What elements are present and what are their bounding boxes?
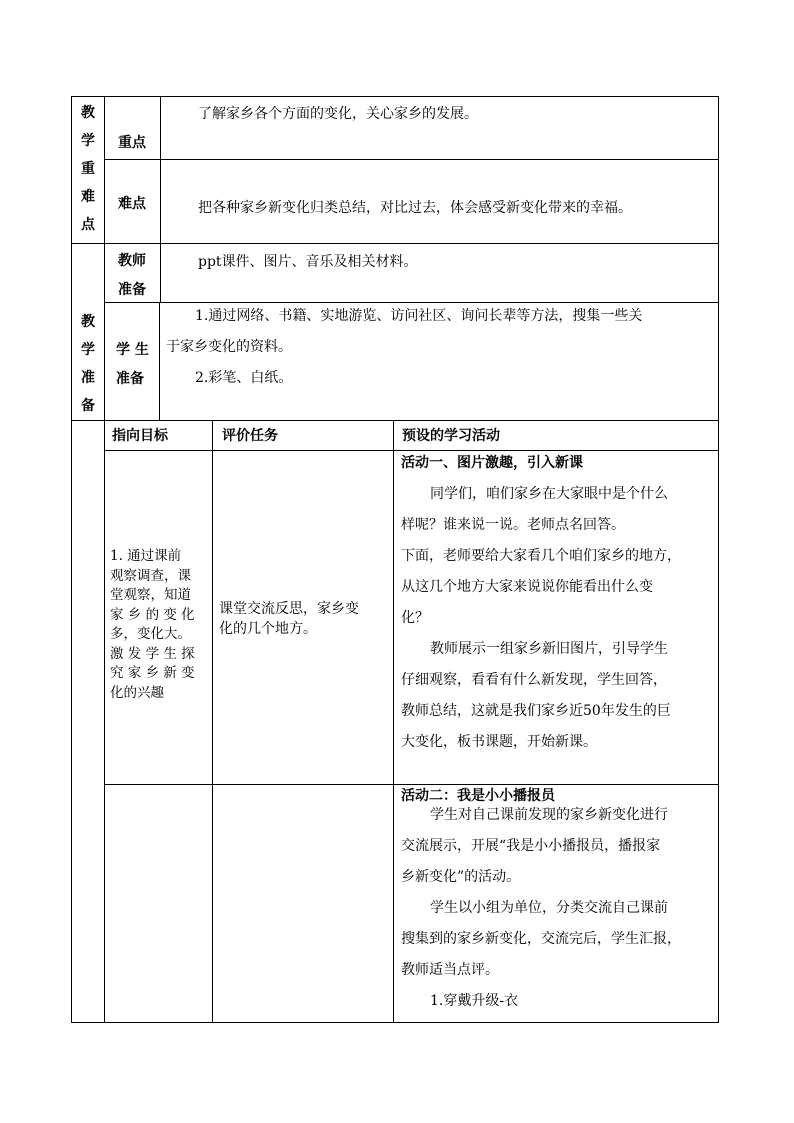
activity2-text: 学生以小组为单位，分类交流自己课前 (430, 900, 668, 916)
activity2-text: 搜集到的家乡新变化，交流完后，学生汇报， (401, 931, 681, 947)
zhongdian-label: 重点 (118, 135, 146, 151)
label-char: 教 (81, 314, 95, 330)
activity1-text: 样呢？谁来说一说。老师点名回答。 (401, 517, 625, 533)
rule-section1-bottom (71, 243, 719, 244)
goal-line: 1. 通过课前 (110, 548, 182, 564)
label-char: 重 (81, 161, 95, 177)
goal-line: 化的兴趣 (110, 684, 164, 701)
rule-col-task (212, 420, 213, 1022)
teacher-label-line1: 教师 (118, 253, 146, 269)
teacher-label-line2: 准备 (118, 282, 146, 298)
key-difficult-label (78, 99, 98, 239)
student-label-line2: 准备 (116, 371, 144, 387)
goal-line: 多，变化大。 (110, 626, 191, 642)
activity1-text: 教师总结，这就是我们家乡近50年发生的巨 (401, 703, 671, 719)
rule-col2-student (159, 302, 160, 420)
rule-section2-bottom (71, 420, 719, 421)
activity1-text: 同学们，咱们家乡在大家眼中是个什么 (430, 486, 668, 502)
label-char: 准 (81, 370, 95, 386)
nandian-label: 难点 (118, 196, 146, 212)
rule-teacher-bottom (104, 302, 719, 303)
header-activity: 预设的学习活动 (402, 428, 500, 444)
row1-goal (110, 547, 208, 703)
rule-zhongdian-bottom (104, 159, 719, 160)
label-char: 学 (81, 342, 95, 358)
student-prep-line2: 于家乡变化的资料。 (166, 339, 292, 355)
activity1-text: 从这几个地方大家来说说你能看出什么变 (401, 579, 653, 595)
rule-col2-top (160, 96, 161, 303)
label-char: 难 (81, 189, 95, 205)
rule-right (718, 96, 719, 1023)
label-char: 教 (81, 105, 95, 121)
activity2-text: 1.穿戴升级-衣 (430, 993, 519, 1009)
student-prep-line3: 2.彩笔、白纸。 (195, 370, 293, 386)
activity1-title: 活动一、图片激趣，引入新课 (401, 455, 583, 471)
row1-task-line1: 课堂交流反思，家乡变 (219, 601, 359, 617)
header-goal: 指向目标 (112, 428, 168, 444)
activity1-text: 化？ (401, 610, 429, 626)
activity2-text: 教师适当点评。 (401, 962, 499, 978)
preparation-label (78, 308, 98, 420)
zhongdian-text: 了解家乡各个方面的变化，关心家乡的发展。 (198, 106, 478, 122)
student-prep-line1: 1.通过网络、书籍、实地游览、访问社区、询问长辈等方法，搜集一些关 (195, 308, 643, 324)
activity1-text: 大变化，板书课题，开始新课。 (401, 734, 597, 750)
label-char: 点 (81, 217, 95, 233)
activity1-text: 下面，老师要给大家看几个咱们家乡的地方， (401, 548, 681, 564)
rule-left (71, 96, 72, 1023)
goal-line: 观察调查，课 (110, 567, 191, 584)
rule-bottom (71, 1022, 719, 1023)
student-label-line1: 学 生 (116, 342, 149, 358)
rule-header-bottom (104, 450, 719, 451)
activity1-text: 仔细观察，看看有什么新发现，学生回答， (401, 672, 667, 688)
rule-top (71, 96, 719, 97)
header-task: 评价任务 (222, 428, 278, 444)
goal-line: 家 乡 的 变 化 (110, 606, 195, 623)
label-char: 备 (81, 398, 95, 414)
activity2-text: 学生对自己课前发现的家乡新变化进行 (430, 807, 668, 823)
activity1-text: 教师展示一组家乡新旧图片，引导学生 (430, 641, 668, 657)
label-char: 学 (81, 133, 95, 149)
rule-col1 (104, 96, 105, 1023)
goal-line: 究 家 乡 新 变 (110, 665, 195, 681)
row1-task-line2: 化的几个地方。 (219, 621, 317, 637)
rule-col-activity (393, 420, 394, 1022)
goal-line: 堂观察，知道 (110, 587, 191, 603)
activity2-title: 活动二：我是小小播报员 (401, 788, 555, 804)
rule-row1-bottom (104, 784, 719, 785)
nandian-text: 把各种家乡新变化归类总结，对比过去，体会感受新变化带来的幸福。 (198, 200, 632, 216)
goal-line: 激 发 学 生 探 (110, 645, 195, 662)
activity2-text: 乡新变化”的活动。 (401, 869, 521, 885)
teacher-prep-text: ppt课件、图片、音乐及相关材料。 (198, 254, 418, 270)
activity2-text: 交流展示，开展“我是小小播报员，播报家 (401, 838, 661, 854)
